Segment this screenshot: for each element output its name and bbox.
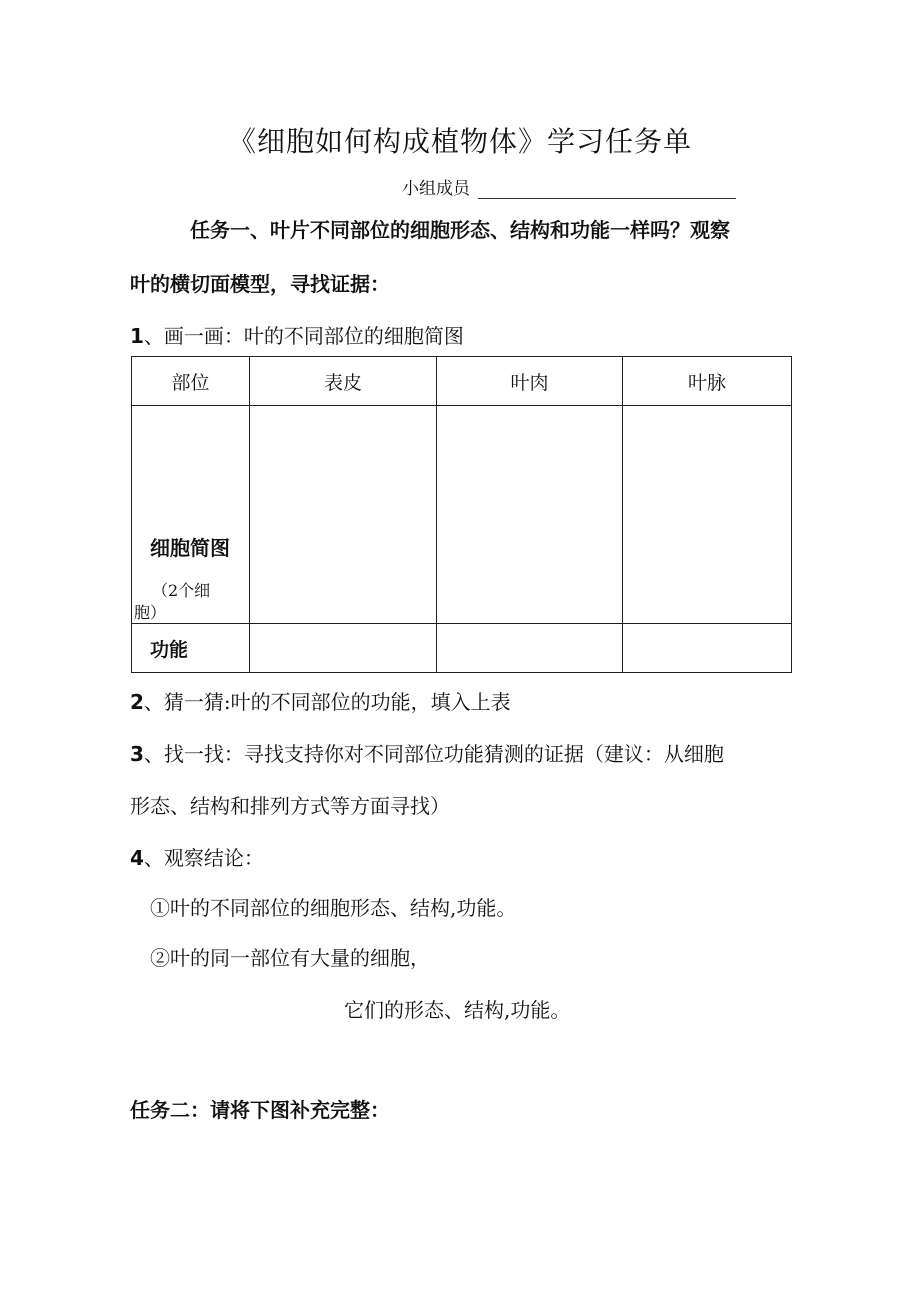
question-3-text-line1: 、找一找：寻找支持你对不同部位功能猜测的证据（建议：从细胞 <box>143 742 724 766</box>
question-1-text: 、画一画：叶的不同部位的细胞简图 <box>143 324 464 348</box>
cell-drawing-label-cell <box>132 406 250 624</box>
question-1-number: 1 <box>130 324 144 348</box>
question-2-number: 2 <box>130 690 144 714</box>
cell-drawing-note-line1: （2个细 <box>152 581 211 600</box>
header-vein: 叶脉 <box>623 357 792 406</box>
cell-drawing-label: 细胞简图 <box>150 536 230 560</box>
function-cell-mesophyll[interactable] <box>437 624 623 673</box>
question-3-number: 3 <box>130 742 144 766</box>
drawing-cell-vein[interactable] <box>623 406 792 624</box>
drawing-cell-mesophyll[interactable] <box>437 406 623 624</box>
header-part: 部位 <box>132 357 250 406</box>
function-label: 功能 <box>132 624 250 673</box>
cell-drawing-note-line2: 胞） <box>134 603 167 622</box>
function-cell-vein[interactable] <box>623 624 792 673</box>
question-4-number: 4 <box>130 846 144 870</box>
table-header-row <box>132 357 792 406</box>
question-2 <box>130 686 511 715</box>
function-row <box>132 624 792 673</box>
conclusion-2: ②叶的同一部位有大量的细胞， <box>150 946 430 970</box>
question-3-line1 <box>130 738 724 767</box>
question-4-text: 、观察结论： <box>143 846 264 870</box>
question-3-line2: 形态、结构和排列方式等方面寻找） <box>130 794 450 818</box>
drawing-cell-epidermis[interactable] <box>250 406 437 624</box>
header-epidermis: 表皮 <box>250 357 437 406</box>
page-title: 《细胞如何构成植物体》学习任务单 <box>227 125 692 158</box>
members-label: 小组成员 <box>402 179 470 199</box>
members-blank-line[interactable] <box>478 180 736 199</box>
conclusion-1: ①叶的不同部位的细胞形态、结构,功能。 <box>150 896 517 920</box>
question-2-text: 、猜一猜:叶的不同部位的功能，填入上表 <box>143 690 511 714</box>
header-mesophyll: 叶肉 <box>437 357 623 406</box>
function-cell-epidermis[interactable] <box>250 624 437 673</box>
group-members-field <box>402 174 736 199</box>
task1-heading-line2: 叶的横切面模型，寻找证据： <box>130 272 390 296</box>
question-1 <box>130 320 464 349</box>
cell-drawing-row <box>132 406 792 624</box>
question-4 <box>130 842 264 871</box>
leaf-cell-table <box>131 356 792 673</box>
task1-heading-line1: 任务一、叶片不同部位的细胞形态、结构和功能一样吗？观察 <box>190 218 730 242</box>
conclusion-2-continued: 它们的形态、结构,功能。 <box>344 998 571 1022</box>
task2-heading: 任务二：请将下图补充完整： <box>130 1098 390 1122</box>
